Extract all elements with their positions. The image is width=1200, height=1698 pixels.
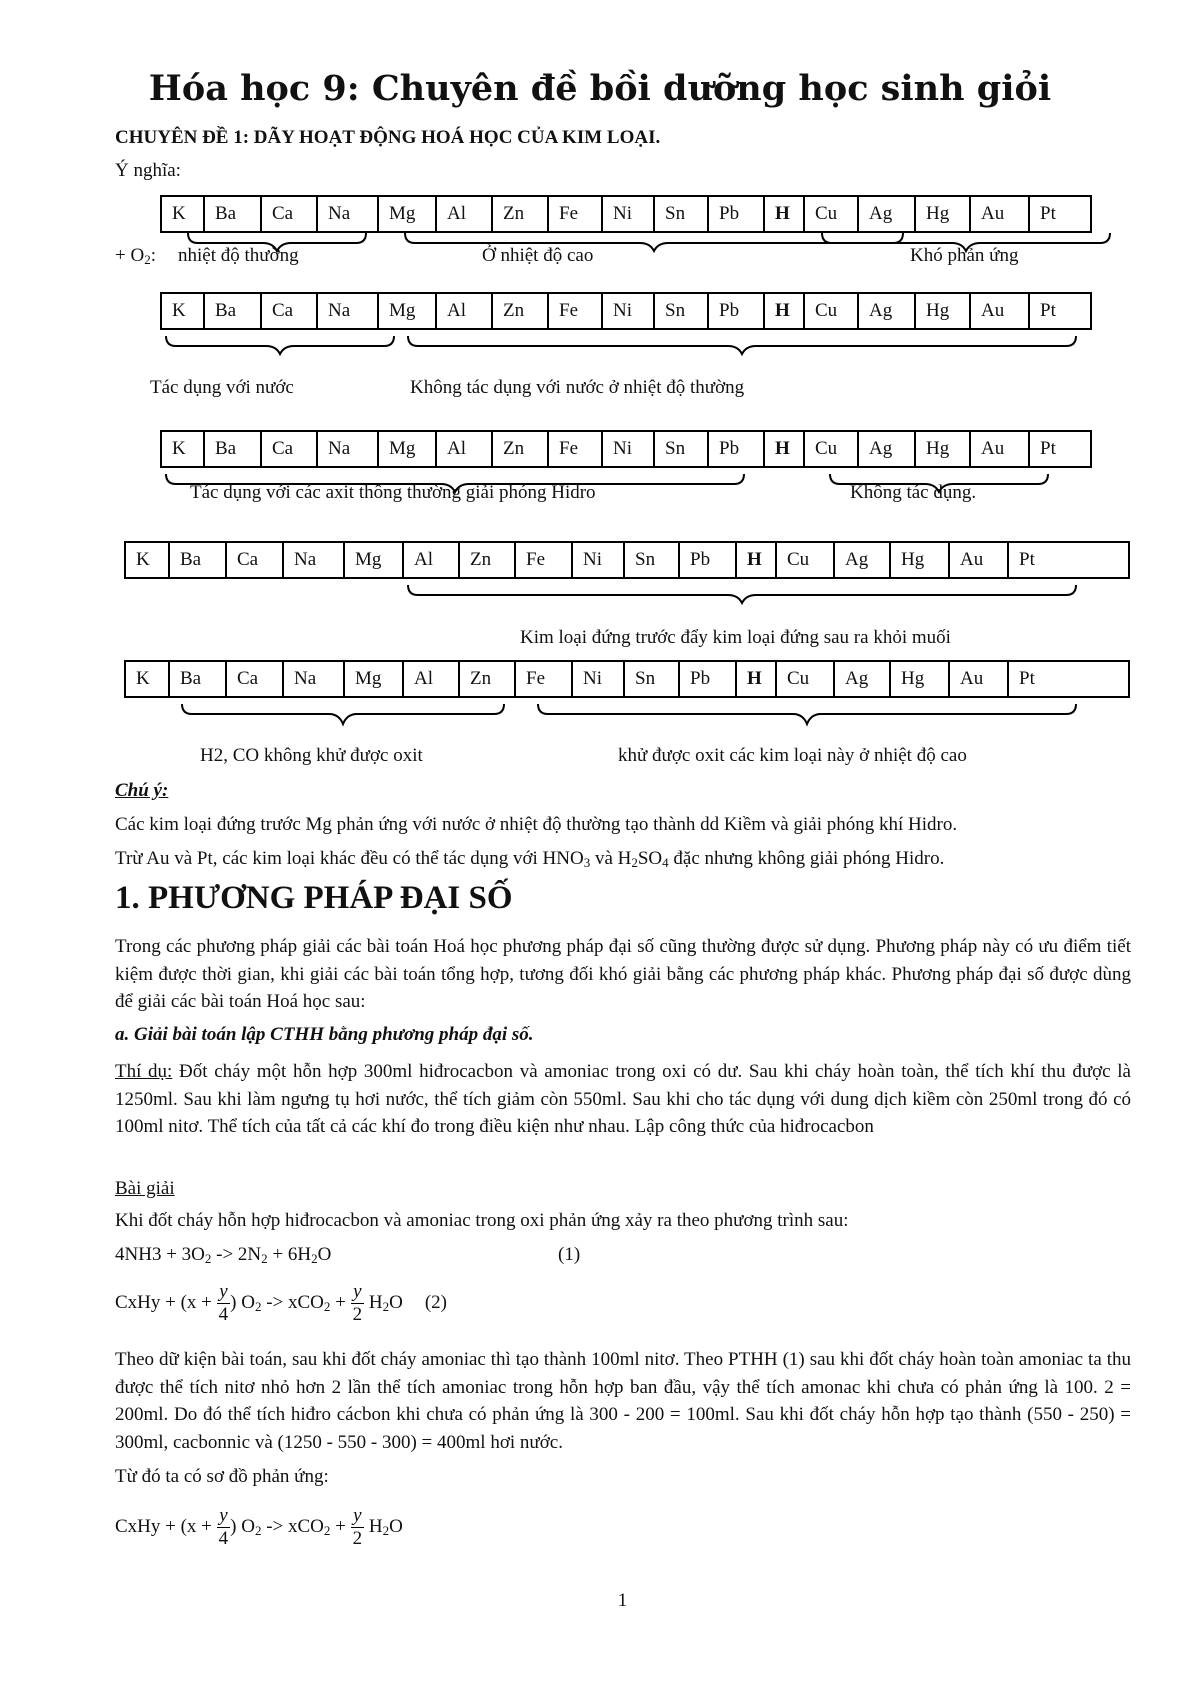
metal-cell-ca: Ca — [227, 662, 284, 696]
fraction-y-over-2: $\frac{y}{2}$ — [352, 1505, 363, 1549]
metal-cell-mg: Mg — [345, 662, 404, 696]
metal-cell-fe: Fe — [549, 432, 603, 466]
metal-cell-mg: Mg — [379, 432, 437, 466]
o2-prefix: + $O_2$: — [115, 245, 156, 267]
metal-cell-ba: Ba — [205, 432, 262, 466]
example-label: Thí dụ: — [115, 1061, 173, 1082]
metal-cell-ba: Ba — [205, 197, 262, 231]
meaning-label: Ý nghĩa: — [115, 160, 181, 181]
metal-cell-hg: Hg — [891, 662, 950, 696]
label-reduce: khử được oxit các kim loại này ở nhiệt độ cao — [618, 745, 967, 766]
metal-cell-sn: Sn — [655, 197, 709, 231]
metal-cell-mg: Mg — [379, 294, 437, 328]
topic-heading: CHUYÊN ĐỀ 1: DÃY HOẠT ĐỘNG HOÁ HỌC CỦA KIM LOẠI. — [115, 127, 661, 148]
metal-cell-k: K — [126, 543, 170, 577]
metal-cell-au: Au — [971, 432, 1030, 466]
metal-cell-cu: Cu — [805, 294, 859, 328]
metal-cell-na: Na — [284, 543, 345, 577]
metal-cell-zn: Zn — [460, 662, 516, 696]
label-no-reduce: H2, CO không khử được oxit — [200, 745, 423, 766]
metal-cell-pb: Pb — [709, 432, 765, 466]
section-heading: 1. PHƯƠNG PHÁP ĐẠI SỐ — [115, 880, 513, 916]
metal-cell-ag: Ag — [859, 432, 916, 466]
metal-cell-h: H — [765, 432, 805, 466]
equation-1-number: (1) — [558, 1244, 581, 1265]
metal-cell-ag: Ag — [859, 197, 916, 231]
metal-cell-al: Al — [437, 197, 493, 231]
metal-cell-h: H — [765, 197, 805, 231]
metal-cell-zn: Zn — [493, 432, 549, 466]
metal-cell-ba: Ba — [170, 543, 227, 577]
metal-cell-pt: Pt — [1019, 668, 1035, 689]
metal-cell-pt: Pt — [1019, 549, 1035, 570]
metal-cell-al: Al — [404, 543, 460, 577]
metal-cell-al: Al — [437, 294, 493, 328]
label-displacement: Kim loại đứng trước đẩy kim loại đứng sau ra khỏi muối — [520, 627, 951, 648]
metal-cell-pb: Pb — [709, 294, 765, 328]
metal-cell-pb: Pb — [680, 662, 737, 696]
equation-2: CxHy + (x + $\frac{y}{4}$ ) $O_2 -> xCO_2$ + $\frac{y}{2}$ $H_2O$ (2) — [115, 1281, 447, 1325]
equation-3: CxHy + (x + $\frac{y}{4}$ ) $O_2 -> xCO_2$ + $\frac{y}{2}$ $H_2O$ — [115, 1505, 403, 1549]
metal-cell-pb: Pb — [680, 543, 737, 577]
metal-cell-fe: Fe — [549, 294, 603, 328]
metal-cell-h: H — [737, 662, 777, 696]
label-no-react-water: Không tác dụng với nước ở nhiệt độ thường — [410, 377, 745, 398]
metal-cell-al: Al — [437, 432, 493, 466]
metal-cell-zn: Zn — [493, 294, 549, 328]
label-hard-react: Khó phản ứng — [910, 245, 1019, 266]
metal-cell-fe: Fe — [516, 662, 573, 696]
label-room-temp: nhiệt độ thường — [178, 245, 299, 266]
metal-cell-mg: Mg — [379, 197, 437, 231]
fraction-y-over-2: $\frac{y}{2}$ — [352, 1281, 363, 1325]
metal-cell-ni: Ni — [603, 294, 655, 328]
metal-cell-ca: Ca — [227, 543, 284, 577]
subsection-a: a. Giải bài toán lập CTHH bằng phương pháp đại số. — [115, 1024, 534, 1045]
metal-cell-hg: Hg — [916, 432, 971, 466]
metal-cell-fe: Fe — [516, 543, 573, 577]
brace-no-reduce — [182, 704, 504, 724]
metal-cell-na: Na — [318, 197, 379, 231]
metal-cell-ca: Ca — [262, 197, 318, 231]
brace-reduce — [538, 704, 1076, 724]
note-line-1: Các kim loại đứng trước Mg phản ứng với nước ở nhiệt độ thường tạo thành dd Kiềm và giải phóng khí Hidro. — [115, 814, 958, 835]
metal-cell-k: K — [162, 432, 205, 466]
metal-cell-k: K — [162, 197, 205, 231]
metal-cell-cu: Cu — [777, 662, 835, 696]
analysis-paragraph: Theo dữ kiện bài toán, sau khi đốt cháy amoniac thì tạo thành 100ml nitơ. Theo PTHH (1) sau khi đốt cháy hoàn toàn amoniac ta thu được thể tích nitơ nhỏ hơn 2 lần thể tích amoniac trong hỗn hợp ban đầu, vậy thể tích amonac khi chưa có phản ứng là 100. 2 = 200ml. Do đó thể tích hiđro cácbon khi chưa có phản ứng là 300 - 200 = 100ml. Sau khi đốt cháy hỗn hợp tạo thành (550 - 250) = 300ml, cacbonnic và (1250 - 550 - 300) = 400ml hơi nước. — [115, 1349, 1131, 1453]
metal-cell-ag: Ag — [835, 662, 891, 696]
scheme-intro: Từ đó ta có sơ đồ phản ứng: — [115, 1466, 329, 1487]
metal-cell-sn: Sn — [625, 543, 680, 577]
metal-cell-ag: Ag — [859, 294, 916, 328]
metal-cell-pt: Pt — [1040, 300, 1056, 321]
metal-cell-mg: Mg — [345, 543, 404, 577]
fraction-y-over-4: $\frac{y}{4}$ — [218, 1505, 229, 1549]
metal-cell-sn: Sn — [625, 662, 680, 696]
metal-cell-h: H — [765, 294, 805, 328]
metal-cell-au: Au — [971, 197, 1030, 231]
equation-1: $4NH3 + 3O_2 -> 2N_2 + 6H_2O$ — [115, 1244, 332, 1266]
metal-cell-na: Na — [284, 662, 345, 696]
metal-cell-au: Au — [950, 662, 1009, 696]
label-no-react-acid: Không tác dụng. — [850, 482, 977, 503]
brace-no-react-water — [408, 336, 1076, 354]
metal-cell-al: Al — [404, 662, 460, 696]
metal-cell-pt: Pt — [1040, 438, 1056, 459]
brace-displacement — [408, 585, 1076, 603]
metal-cell-sn: Sn — [655, 294, 709, 328]
metal-cell-cu: Cu — [805, 432, 859, 466]
metal-cell-ni: Ni — [573, 543, 625, 577]
example-paragraph: Thí dụ: Đốt cháy một hỗn hợp 300ml hiđrocacbon và amoniac trong oxi có dư. Sau khi cháy hoàn toàn, thể tích khí thu được là 1250ml. Sau khi làm ngưng tụ hơi nước, thể tích giảm còn 550ml. Sau khi cho tác dụng với dung dịch kiềm còn 250ml trong đó có 100ml nitơ. Thể tích của tất cả các khí đo trong điều kiện như nhau. Lập công thức của hiđrocacbon — [115, 1061, 1131, 1137]
page-number: 1 — [617, 1590, 628, 1611]
metal-cell-ba: Ba — [205, 294, 262, 328]
metal-cell-k: K — [126, 662, 170, 696]
metal-cell-na: Na — [318, 294, 379, 328]
metal-cell-ni: Ni — [573, 662, 625, 696]
label-high-temp: Ở nhiệt độ cao — [482, 245, 594, 266]
metal-cell-ba: Ba — [170, 662, 227, 696]
metal-cell-zn: Zn — [493, 197, 549, 231]
metal-cell-ni: Ni — [603, 197, 655, 231]
metal-cell-na: Na — [318, 432, 379, 466]
metal-cell-ca: Ca — [262, 432, 318, 466]
label-react-water: Tác dụng với nước — [150, 377, 294, 398]
metal-cell-ni: Ni — [603, 432, 655, 466]
metal-cell-sn: Sn — [655, 432, 709, 466]
metal-cell-hg: Hg — [916, 197, 971, 231]
metal-cell-cu: Cu — [805, 197, 859, 231]
label-react-acid: Tác dụng với các axit thông thường giải phóng Hidro — [190, 482, 596, 503]
metal-cell-au: Au — [971, 294, 1030, 328]
document-title: Hóa học 9: Chuyên đề bồi dưỡng học sinh giỏi — [148, 68, 1052, 109]
note-line-2: Trừ Au và Pt, các kim loại khác đều có thể tác dụng với $HNO_3$ và $H_2SO_4$ đặc nhưng không giải phóng Hidro. — [115, 848, 945, 870]
note-heading: Chú ý: — [115, 780, 169, 801]
metal-cell-pb: Pb — [709, 197, 765, 231]
metal-cell-cu: Cu — [777, 543, 835, 577]
metal-cell-h: H — [737, 543, 777, 577]
metal-cell-ag: Ag — [835, 543, 891, 577]
fraction-y-over-4: $\frac{y}{4}$ — [218, 1281, 229, 1325]
metal-cell-ca: Ca — [262, 294, 318, 328]
metal-cell-fe: Fe — [549, 197, 603, 231]
metal-cell-hg: Hg — [891, 543, 950, 577]
metal-cell-au: Au — [950, 543, 1009, 577]
metal-cell-k: K — [162, 294, 205, 328]
metal-cell-hg: Hg — [916, 294, 971, 328]
solution-intro: Khi đốt cháy hỗn hợp hiđrocacbon và amoniac trong oxi phản ứng xảy ra theo phương trình sau: — [115, 1210, 849, 1231]
solution-label: Bài giải — [115, 1178, 175, 1199]
brace-react-water — [166, 336, 394, 354]
metal-cell-zn: Zn — [460, 543, 516, 577]
metal-cell-pt: Pt — [1040, 203, 1056, 224]
section-intro: Trong các phương pháp giải các bài toán Hoá học phương pháp đại số cũng thường được sử dụng. Phương pháp này có ưu điểm tiết kiệm được thời gian, khi giải các bài toán tổng hợp, tương đối khó giải bằng các phương pháp khác. Phương pháp đại số được dùng để giải các bài toán Hoá học sau: — [115, 936, 1131, 1012]
